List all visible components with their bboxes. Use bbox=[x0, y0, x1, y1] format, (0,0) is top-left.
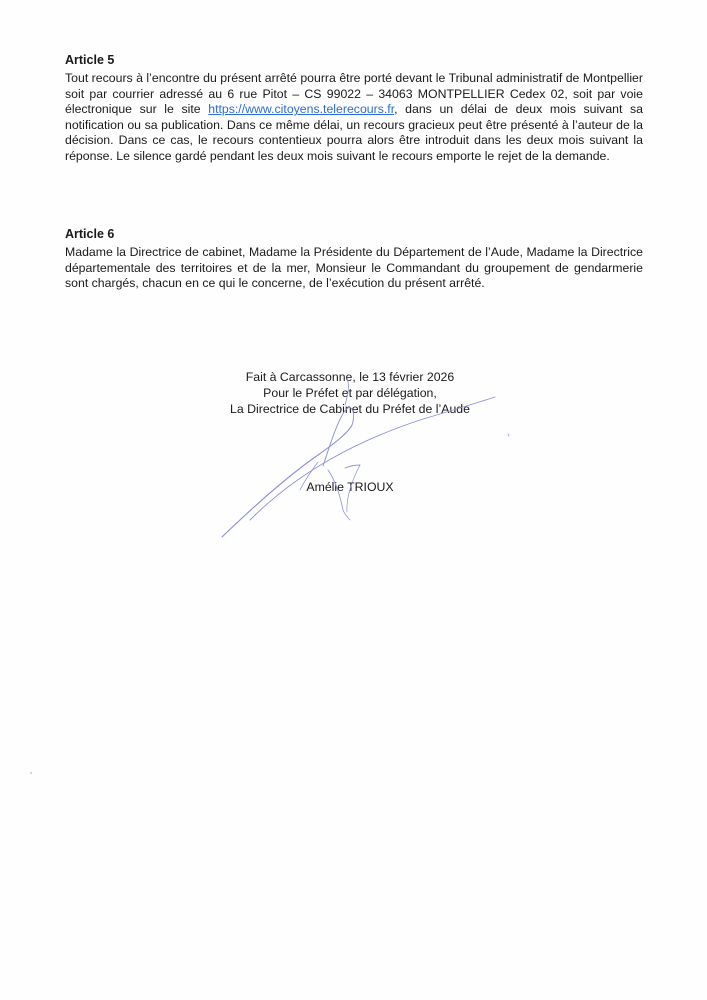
scan-speck bbox=[30, 772, 32, 774]
place-date: Fait à Carcassonne, le 13 février 2026 bbox=[245, 370, 455, 384]
article-5 bbox=[65, 53, 643, 165]
telerecours-link[interactable]: https://www.citoyens.telerecours.fr bbox=[208, 102, 395, 117]
article-5-text-start: Tout recours à l’encontre du présent arrêté pourra être porté devant le Tribunal administratif de Montpellier soit par courrier adressé au 6 rue Pitot – CS 99022 – 34063 MONTPELLIER Cedex 02, soit par voie électronique sur le site bbox=[65, 71, 643, 117]
article-6-body: Madame la Directrice de cabinet, Madame la Présidente du Département de l’Aude, Madame la Directrice départementale des territoires et de la mer, Monsieur le Commandant du groupement de gendarmerie sont chargés, chacun en ce qui le concerne, de l’exécution du présent arrêté. bbox=[65, 245, 643, 291]
article-5-text-end: , dans un délai de deux mois suivant sa notification ou sa publication. Dans ce même délai, un recours gracieux peut être présenté à l’auteur de la décision. Dans ce cas, le recours contentieux pourra alors être introduit dans les deux mois suivant la réponse. Le silence gardé pendant les deux mois suivant le recours emporte le rejet de la demande. bbox=[65, 102, 644, 163]
signatory-name: Amélie TRIOUX bbox=[306, 480, 394, 494]
article-5-heading: Article 5 bbox=[65, 53, 115, 67]
delegation-line: Pour le Préfet et par délégation, bbox=[263, 385, 437, 400]
article-6-heading: Article 6 bbox=[65, 227, 115, 241]
signature-block bbox=[200, 370, 500, 417]
signatory-title: La Directrice de Cabinet du Préfet de l’Aude bbox=[230, 401, 470, 416]
article-5-body bbox=[65, 71, 643, 165]
article-6 bbox=[65, 227, 643, 292]
